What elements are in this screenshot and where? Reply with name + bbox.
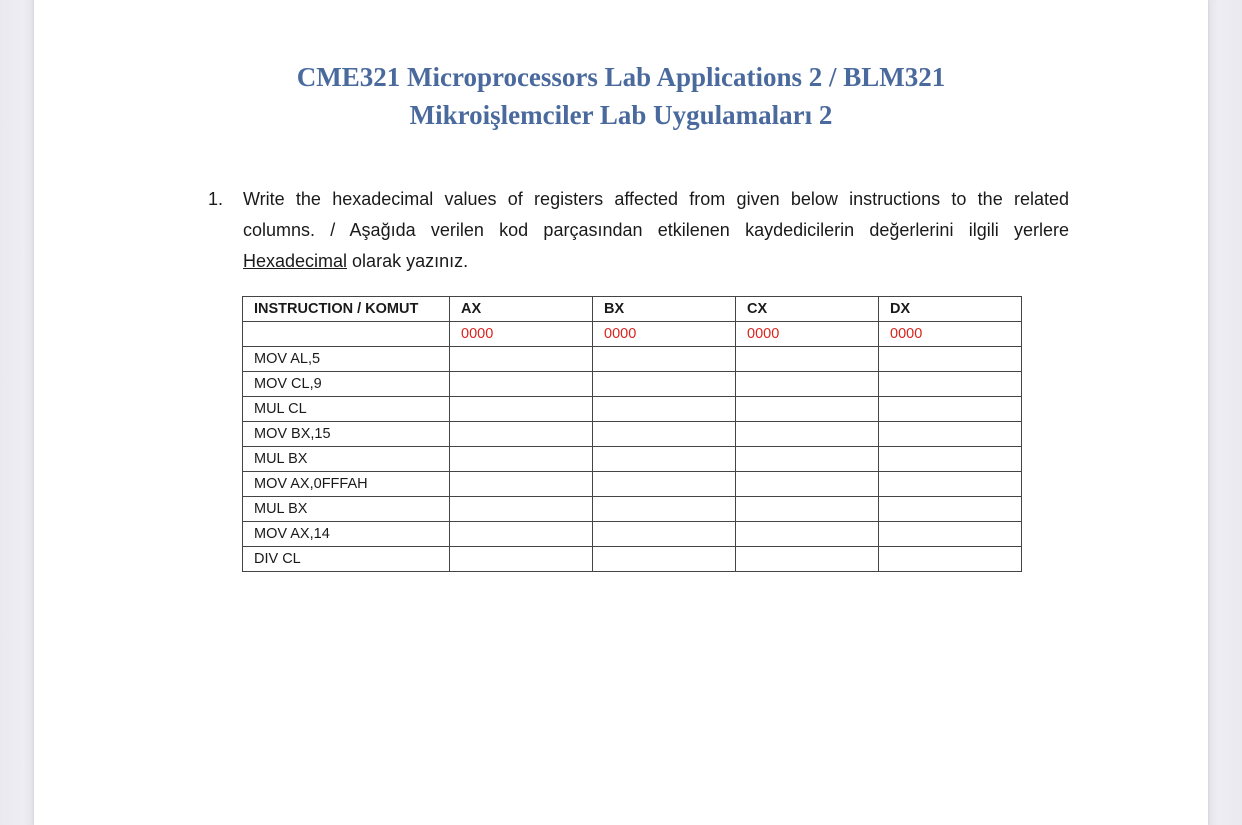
dx-value-cell[interactable] xyxy=(879,447,1022,472)
bx-value-cell[interactable] xyxy=(593,522,736,547)
instruction-cell: MUL CL xyxy=(243,397,450,422)
dx-value-cell[interactable] xyxy=(879,422,1022,447)
document-title-line1: CME321 Microprocessors Lab Applications 2 / BLM321 xyxy=(296,62,946,92)
question-line-2: columns. / Aşağıda verilen kod parçasından etkilenen kaydedicilerin değerlerini ilgili yerlere xyxy=(243,220,1069,240)
bx-value-cell[interactable] xyxy=(593,447,736,472)
underlined-hexadecimal: Hexadecimal xyxy=(243,251,348,271)
cx-value-cell[interactable] xyxy=(736,522,879,547)
dx-value-cell[interactable] xyxy=(879,522,1022,547)
ax-value-cell[interactable] xyxy=(450,447,593,472)
table-row xyxy=(243,397,1022,422)
table-row xyxy=(243,447,1022,472)
instruction-cell: MOV AL,5 xyxy=(243,347,450,372)
instruction-cell: MOV BX,15 xyxy=(243,422,450,447)
header-instruction: INSTRUCTION / KOMUT xyxy=(243,297,450,322)
ax-value-cell[interactable] xyxy=(450,397,593,422)
table-row xyxy=(243,422,1022,447)
dx-value-cell[interactable] xyxy=(879,397,1022,422)
ax-value-cell[interactable] xyxy=(450,522,593,547)
instruction-cell: MUL BX xyxy=(243,497,450,522)
dx-value-cell[interactable] xyxy=(879,472,1022,497)
bx-value-cell[interactable] xyxy=(593,472,736,497)
table-row xyxy=(243,472,1022,497)
cx-value-cell[interactable] xyxy=(736,472,879,497)
initial-values-row xyxy=(243,322,1022,347)
dx-value-cell[interactable] xyxy=(879,347,1022,372)
header-ax: AX xyxy=(450,297,593,322)
bx-value-cell[interactable] xyxy=(593,422,736,447)
instruction-cell: MOV AX,14 xyxy=(243,522,450,547)
bx-value-cell[interactable] xyxy=(593,497,736,522)
document-title-line2: Mikroişlemciler Lab Uygulamaları 2 xyxy=(409,100,833,130)
viewer-gutter-right xyxy=(1208,0,1242,825)
question-line-3-rest: olarak yazınız. xyxy=(347,251,469,271)
cx-value-cell[interactable] xyxy=(736,547,879,572)
ax-value-cell[interactable] xyxy=(450,472,593,497)
dx-value-cell[interactable] xyxy=(879,372,1022,397)
table-row xyxy=(243,497,1022,522)
ax-value-cell[interactable] xyxy=(450,547,593,572)
header-dx: DX xyxy=(879,297,1022,322)
ax-value-cell[interactable] xyxy=(450,347,593,372)
initial-cx-value: 0000 xyxy=(736,322,879,347)
register-table xyxy=(242,296,1022,572)
cx-value-cell[interactable] xyxy=(736,372,879,397)
ax-value-cell[interactable] xyxy=(450,497,593,522)
bx-value-cell[interactable] xyxy=(593,397,736,422)
table-row xyxy=(243,522,1022,547)
dx-value-cell[interactable] xyxy=(879,547,1022,572)
instruction-cell: MOV CL,9 xyxy=(243,372,450,397)
initial-instruction-cell xyxy=(243,322,450,347)
ax-value-cell[interactable] xyxy=(450,372,593,397)
bx-value-cell[interactable] xyxy=(593,347,736,372)
document-page xyxy=(34,0,1208,825)
instruction-cell: DIV CL xyxy=(243,547,450,572)
header-cx: CX xyxy=(736,297,879,322)
instruction-cell: MOV AX,0FFFAH xyxy=(243,472,450,497)
cx-value-cell[interactable] xyxy=(736,347,879,372)
table-row xyxy=(243,347,1022,372)
question-line-3 xyxy=(243,246,1069,277)
initial-bx-value: 0000 xyxy=(593,322,736,347)
table-header-row xyxy=(243,297,1022,322)
ax-value-cell[interactable] xyxy=(450,422,593,447)
table-row xyxy=(243,547,1022,572)
cx-value-cell[interactable] xyxy=(736,397,879,422)
cx-value-cell[interactable] xyxy=(736,497,879,522)
cx-value-cell[interactable] xyxy=(736,422,879,447)
dx-value-cell[interactable] xyxy=(879,497,1022,522)
viewer-gutter-left xyxy=(0,0,34,825)
table-row xyxy=(243,372,1022,397)
header-bx: BX xyxy=(593,297,736,322)
bx-value-cell[interactable] xyxy=(593,547,736,572)
instruction-cell: MUL BX xyxy=(243,447,450,472)
initial-ax-value: 0000 xyxy=(450,322,593,347)
cx-value-cell[interactable] xyxy=(736,447,879,472)
bx-value-cell[interactable] xyxy=(593,372,736,397)
initial-dx-value: 0000 xyxy=(879,322,1022,347)
question-line-1: Write the hexadecimal values of registers affected from given below instructions to the related xyxy=(243,189,1069,209)
question-text xyxy=(243,184,1069,277)
question-number: 1. xyxy=(208,189,224,209)
